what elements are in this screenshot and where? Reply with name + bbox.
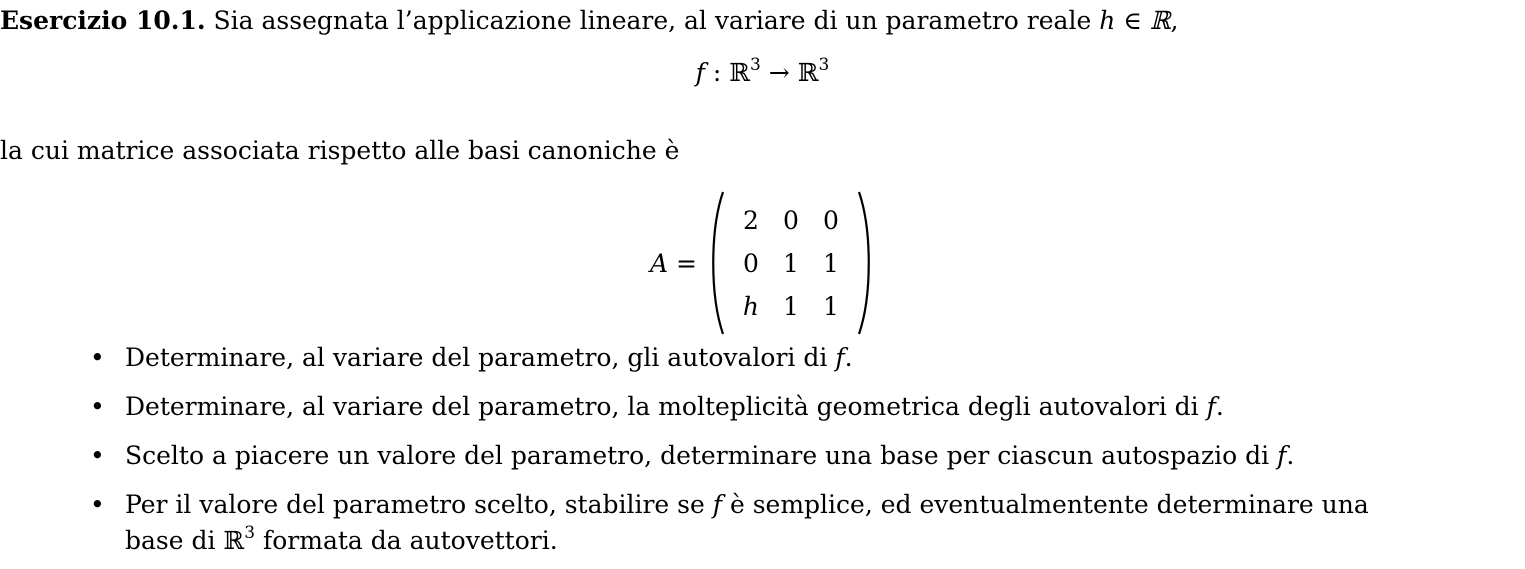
intro-text: Sia assegnata l’applicazione lineare, al variare di un parametro reale — [213, 6, 1100, 35]
map-codomain-exponent: 3 — [818, 54, 830, 75]
matrix-cell: 0 — [783, 205, 799, 235]
bullet-icon: • — [90, 441, 105, 470]
item-text: Determinare, al variare del parametro, gli autovalori di — [125, 343, 836, 372]
map-name: f — [695, 58, 705, 87]
matrix-cell: h — [742, 291, 760, 321]
bullet-icon: • — [90, 490, 105, 519]
item-math: f — [712, 490, 723, 519]
item-text: Determinare, al variare del parametro, la molteplicità geometrica degli autovalori di — [125, 392, 1207, 421]
item-continuation-end: formata da autovettori. — [255, 526, 558, 555]
exercise-statement — [0, 6, 1178, 36]
item-math: f — [1206, 392, 1216, 421]
item-end: è semplice, ed eventualmentente determinare una — [722, 490, 1369, 519]
item-end: . — [1286, 441, 1295, 470]
item-exponent: 3 — [244, 522, 256, 543]
matrix-display — [0, 188, 1525, 338]
item-end: . — [1215, 392, 1224, 421]
item-math: f — [835, 343, 845, 372]
map-codomain: → ℝ — [760, 58, 819, 87]
matrix-cell: 0 — [743, 248, 759, 278]
map-domain: : ℝ — [704, 58, 751, 87]
matrix-label: A = — [650, 248, 697, 278]
left-paren — [707, 190, 725, 336]
intro-end: , — [1170, 6, 1179, 35]
matrix-grid — [725, 199, 857, 328]
matrix-intro: la cui matrice associata rispetto alle basi canoniche è — [0, 136, 680, 165]
matrix-cell: 0 — [823, 205, 839, 235]
item-text: Scelto a piacere un valore del parametro, determinare una base per ciascun autospazio di — [125, 441, 1278, 470]
item-continuation: base di ℝ — [125, 526, 245, 555]
map-definition — [0, 54, 1525, 88]
matrix-cell: 1 — [783, 291, 799, 321]
right-paren — [857, 190, 875, 336]
bullet-icon: • — [90, 343, 105, 372]
matrix-cell: 2 — [743, 205, 759, 235]
bullet-icon: • — [90, 392, 105, 421]
parameter-domain: h ∈ ℝ — [1099, 6, 1171, 35]
matrix-cell: 1 — [823, 291, 839, 321]
item-end: . — [844, 343, 853, 372]
matrix-cell: 1 — [823, 248, 839, 278]
exercise-label: Esercizio 10.1. — [0, 6, 206, 35]
item-text: Per il valore del parametro scelto, stabilire se — [125, 490, 713, 519]
matrix-cell: 1 — [783, 248, 799, 278]
item-math: f — [1277, 441, 1287, 470]
map-domain-exponent: 3 — [750, 54, 761, 75]
